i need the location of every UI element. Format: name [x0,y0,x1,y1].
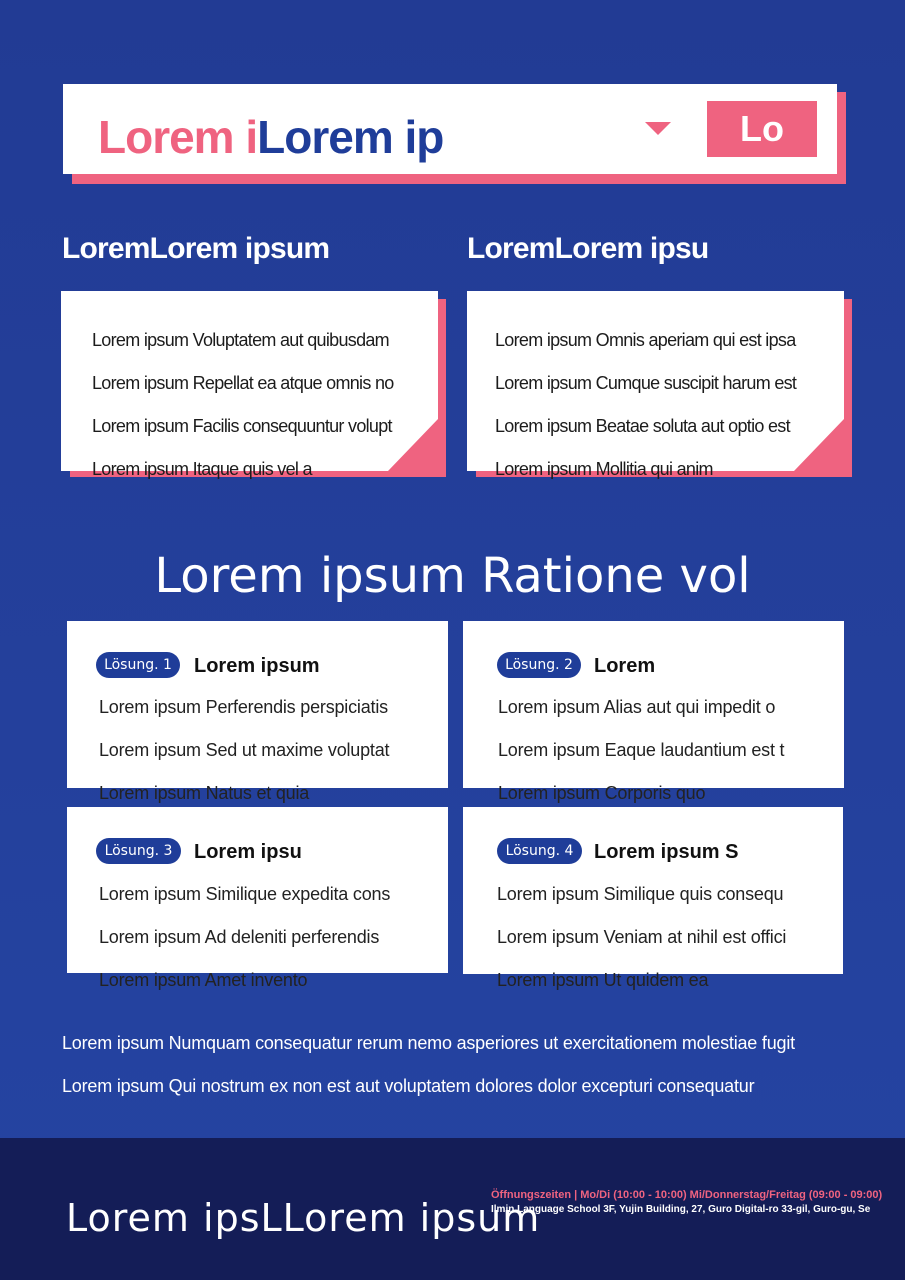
solution-line: Lorem ipsum Similique expedita cons [99,884,391,904]
solution-line: Lorem ipsum Ad deleniti perferendis [99,927,380,947]
footnote-line: Lorem ipsum Qui nostrum ex non est aut voluptatem dolores dolor excepturi consequatur [62,1076,755,1096]
note-line: Lorem ipsum Repellat ea atque omnis no [92,373,394,393]
solution-line: Lorem ipsum Amet invento [99,970,308,990]
note-card-left-fold [388,419,438,471]
note-line: Lorem ipsum Omnis aperiam qui est ipsa [495,330,796,350]
section-heading-right: LoremLorem ipsu [467,232,709,265]
solution-line: Lorem ipsum Veniam at nihil est offici [497,927,787,947]
footer-opening-hours: Öffnungszeiten | Mo/Di (10:00 - 10:00) Mi/Donnerstag/Freitag (09:00 - 09:00) [491,1189,883,1201]
note-line: Lorem ipsum Voluptatem aut quibusdam [92,330,389,350]
note-line: Lorem ipsum Itaque quis vel a [92,459,312,479]
solution-title: Lorem ipsum S [594,841,739,863]
solution-badge: Lösung. 3 [96,838,181,864]
banner-title [98,110,443,164]
solution-title: Lorem [594,655,656,677]
note-line: Lorem ipsum Cumque suscipit harum est [495,373,797,393]
header-button[interactable]: Lo [707,101,817,157]
note-line: Lorem ipsum Mollitia qui anim [495,459,713,479]
note-line: Lorem ipsum Facilis consequuntur volupt [92,416,392,436]
note-card-right-top [467,291,844,419]
solution-line: Lorem ipsum Perferendis perspiciatis [99,697,388,717]
dropdown-caret-icon[interactable] [645,122,671,135]
solution-title: Lorem ipsum [194,655,320,677]
footer-address: Ilmin Language School 3F, Yujin Building, 27, Guro Digital-ro 33-gil, Guro-gu, Se [491,1204,871,1215]
solution-line: Lorem ipsum Ut quidem ea [497,970,709,990]
solution-line: Lorem ipsum Natus et quia [99,783,310,803]
note-card-right-fold [794,419,844,471]
banner-title-part2: Lorem ip [257,111,444,163]
solution-badge: Lösung. 2 [497,652,581,678]
solution-line: Lorem ipsum Similique quis consequ [497,884,784,904]
solution-line: Lorem ipsum Alias aut qui impedit o [498,697,776,717]
solution-line: Lorem ipsum Sed ut maxime voluptat [99,740,390,760]
note-card-left-top [61,291,438,419]
solution-line: Lorem ipsum Corporis quo [498,783,706,803]
footer-title: Lorem ipsLLorem ipsum [66,1196,541,1240]
solution-line: Lorem ipsum Eaque laudantium est t [498,740,785,760]
solution-badge: Lösung. 1 [96,652,180,678]
solution-badge: Lösung. 4 [497,838,582,864]
banner-title-part1: Lorem i [98,111,258,163]
footnote-line: Lorem ipsum Numquam consequatur rerum nemo asperiores ut exercitationem molestiae fugit [62,1033,795,1053]
section-heading-left: LoremLorem ipsum [62,232,330,265]
solution-title: Lorem ipsu [194,841,302,863]
note-line: Lorem ipsum Beatae soluta aut optio est [495,416,790,436]
middle-heading: Lorem ipsum Ratione vol [154,548,751,604]
